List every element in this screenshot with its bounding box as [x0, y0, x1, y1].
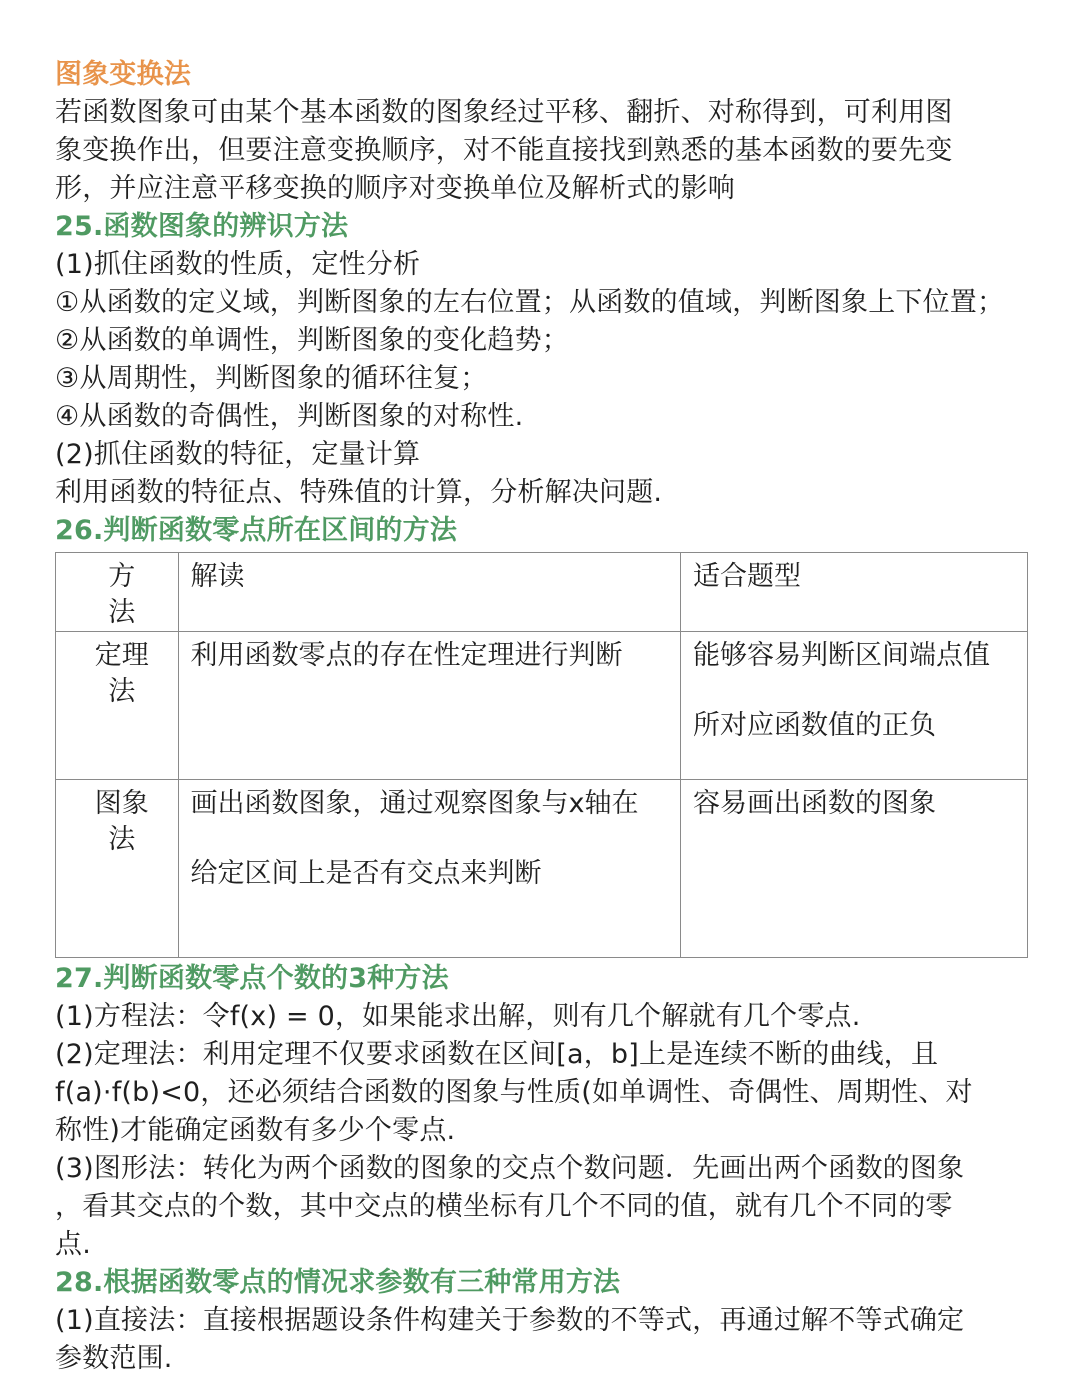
- desc-text: 画出函数图象，通过观察图象与x轴在: [190, 788, 639, 819]
- paragraph-line: (2)定理法：利用定理不仅要求函数在区间[a，b]上是连续不断的曲线，且: [55, 1039, 939, 1070]
- desc-cell: [178, 780, 680, 958]
- paragraph-line: (2)抓住函数的特征，定量计算: [55, 439, 421, 470]
- paragraph-line: ①从函数的定义域，判断图象的左右位置；从函数的值域，判断图象上下位置；: [55, 287, 1005, 318]
- table-row: [56, 780, 1028, 958]
- paragraph-line: 点.: [55, 1229, 91, 1260]
- method-text: 图象: [94, 788, 149, 819]
- desc-text: 给定区间上是否有交点来判断: [190, 858, 542, 889]
- header-type-text: 适合题型: [692, 561, 801, 592]
- cell-gap: [693, 674, 1017, 708]
- section-title-27: 27.判断函数零点个数的3种方法: [55, 963, 449, 994]
- table-row: [56, 632, 1028, 780]
- section-title-28: 28.根据函数零点的情况求参数有三种常用方法: [55, 1267, 621, 1298]
- paragraph-line: 参数范围.: [55, 1343, 173, 1374]
- method-text: 法: [108, 676, 136, 707]
- paragraph-line: f(a)·f(b)<0，还必须结合函数的图象与性质(如单调性、奇偶性、周期性、对: [55, 1077, 973, 1108]
- header-desc-cell: [178, 553, 680, 632]
- section-title-25: 25.函数图象的辨识方法: [55, 211, 349, 242]
- header-method-cell: [56, 553, 179, 632]
- type-text: 所对应函数值的正负: [692, 710, 936, 741]
- cell-gap: [191, 822, 670, 856]
- type-text: 能够容易判断区间端点值: [692, 640, 990, 671]
- desc-text: 利用函数零点的存在性定理进行判断: [190, 640, 623, 671]
- paragraph-line: ，看其交点的个数，其中交点的横坐标有几个不同的值，就有几个不同的零: [55, 1191, 953, 1222]
- section-title-image-transform: 图象变换法: [55, 59, 191, 90]
- zero-interval-methods-table: [55, 552, 1028, 958]
- method-cell: [56, 780, 179, 958]
- paragraph-line: ④从函数的奇偶性，判断图象的对称性.: [55, 401, 524, 432]
- method-text: 定理: [94, 640, 149, 671]
- document-page: [55, 56, 1055, 1378]
- type-cell: [680, 780, 1027, 958]
- paragraph-line: 称性)才能确定函数有多少个零点.: [55, 1115, 456, 1146]
- section-title-26: 26.判断函数零点所在区间的方法: [55, 515, 458, 546]
- method-cell: [56, 632, 179, 780]
- header-method-text: 法: [108, 597, 136, 628]
- method-text: 法: [108, 824, 136, 855]
- type-text: 容易画出函数的图象: [692, 788, 936, 819]
- paragraph-line: (1)抓住函数的性质，定性分析: [55, 249, 421, 280]
- paragraph-line: 象变换作出，但要注意变换顺序，对不能直接找到熟悉的基本函数的要先变: [55, 135, 953, 166]
- paragraph-line: ②从函数的单调性，判断图象的变化趋势；: [55, 325, 570, 356]
- header-type-cell: [680, 553, 1027, 632]
- paragraph-line: 利用函数的特征点、特殊值的计算，分析解决问题.: [55, 477, 663, 508]
- paragraph-line: 若函数图象可由某个基本函数的图象经过平移、翻折、对称得到，可利用图: [55, 97, 953, 128]
- table-header-row: [56, 553, 1028, 632]
- paragraph-line: ③从周期性，判断图象的循环往复；: [55, 363, 488, 394]
- header-method-text: 方: [108, 561, 136, 592]
- desc-cell: [178, 632, 680, 780]
- paragraph-line: (1)直接法：直接根据题设条件构建关于参数的不等式，再通过解不等式确定: [55, 1305, 965, 1336]
- paragraph-line: 形，并应注意平移变换的顺序对变换单位及解析式的影响: [55, 173, 735, 204]
- paragraph-line: (3)图形法：转化为两个函数的图象的交点个数问题．先画出两个函数的图象: [55, 1153, 965, 1184]
- paragraph-line: (1)方程法：令f(x) = 0，如果能求出解，则有几个解就有几个零点.: [55, 1001, 861, 1032]
- header-desc-text: 解读: [190, 561, 245, 592]
- type-cell: [680, 632, 1027, 780]
